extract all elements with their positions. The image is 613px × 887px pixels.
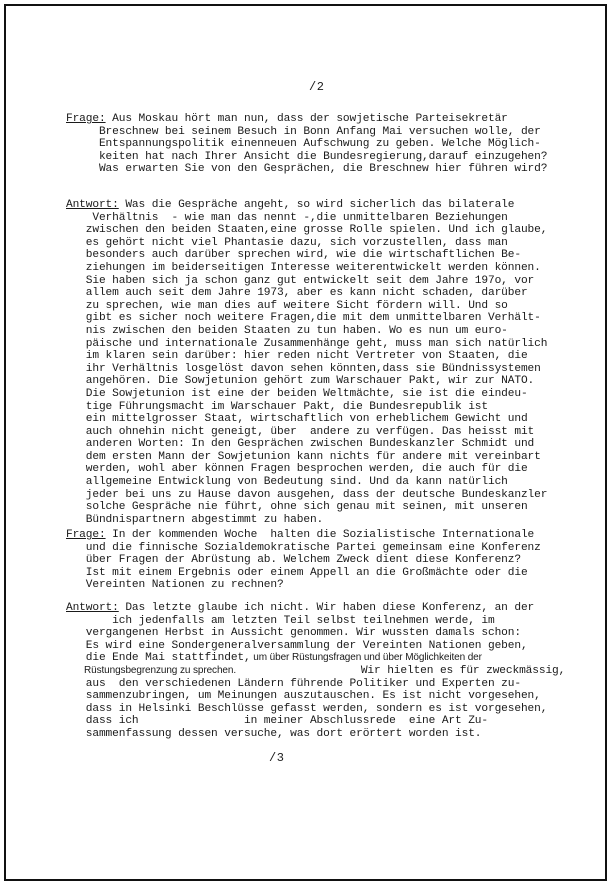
text-line: über Fragen der Abrüstung ab. Welchem Zweck dient diese Konferenz?	[66, 554, 521, 567]
text-line: ziehungen im beiderseitigen Interesse weiterentwickelt werden können.	[66, 261, 541, 274]
text-line: und die finnische Sozialdemokratische Partei gemeinsam eine Konferenz	[66, 541, 541, 554]
question-2-first-line: Frage: In der kommenden Woche halten die Sozialistische Internationale	[66, 529, 535, 541]
text-line: dass in Helsinki Beschlüsse gefasst werden, sondern es ist vorgesehen,	[66, 702, 548, 715]
answer-1	[66, 199, 586, 526]
text-line: anderen Worten: In den Gesprächen zwischen Bundeskanzler Schmidt und	[66, 438, 535, 451]
text-line: Breschnew bei seinem Besuch in Bonn Anfang Mai versuchen wolle, der	[66, 125, 541, 138]
handwritten-insertion-2: Rüstungsbegrenzung zu sprechen.	[84, 664, 237, 676]
text-line: sammenzubringen, um Meinungen auszutauschen. Es ist nicht vorgesehen,	[66, 690, 541, 703]
text-line: werden, wohl aber können Fragen besprochen werden, die auch für die	[66, 463, 528, 476]
question-1	[66, 113, 586, 176]
text-line: keiten hat nach Ihrer Ansicht die Bundesregierung,darauf einzugehen?	[66, 150, 548, 163]
text-line: besonders auch darüber sprechen wird, wie die wirtschaftlichen Be-	[66, 249, 521, 262]
handwritten-insertion: um über Rüstungsfragen und über Möglichkeiten der	[250, 652, 482, 664]
text-line: jeder bei uns zu Hause davon ausgehen, dass der deutsche Bundeskanzler	[66, 488, 548, 501]
question-1-label: Frage:	[66, 113, 106, 125]
answer-1-first-line: Antwort: Was die Gespräche angeht, so wird sicherlich das bilaterale	[66, 199, 515, 211]
text-line: allgemeine Entwicklung von Bedeutung sind. Und da kann natürlich	[66, 476, 508, 489]
text-line: gibt es sicher noch weitere Fragen,die mit dem unmittelbaren Verhält-	[66, 312, 541, 325]
text-line: zwischen den beiden Staaten,eine grosse Rolle spielen. Und ich glaube,	[66, 224, 548, 237]
question-2	[66, 529, 586, 592]
text-line: dem ersten Mann der Sowjetunion kann nichts für andere mit vereinbart	[66, 450, 541, 463]
text-line: Was erwarten Sie von den Gesprächen, die Breschnew hier führen wird?	[66, 163, 548, 176]
page-number-bottom: /3	[269, 751, 285, 765]
text-line: päische und internationale Zusammenhänge geht, muss man sich natürlich	[66, 337, 548, 350]
text-line: nis zwischen den beiden Staaten zu tun haben. Wo es nun um euro-	[66, 324, 508, 337]
text-line: ich jedenfalls am letzten Teil selbst teilnehmen werde, im	[66, 614, 495, 627]
text-line: angehören. Die Sowjetunion gehört zum Warschauer Pakt, wir zur NATO.	[66, 375, 535, 388]
text-line: dass ich in meiner Abschlussrede eine Art Zu-	[66, 715, 488, 728]
text-line: Es wird eine Sondergeneralversammlung der Vereinten Nationen geben,	[66, 639, 528, 652]
text-line: es gehört nicht viel Phantasie dazu, sich vorzustellen, dass man	[66, 236, 508, 249]
answer-2-continued-line: Wir hielten es für zweckmässig,	[196, 664, 566, 677]
text-line: Die Sowjetunion ist eine der beiden Weltmächte, sie ist die eindeu-	[66, 387, 528, 400]
text-line: Vereinten Nationen zu rechnen?	[66, 579, 284, 592]
text-line: Sie haben sich ja schon ganz gut entwickelt seit dem Jahre 197o, vor	[66, 274, 535, 287]
answer-2-first-line: Antwort: Das letzte glaube ich nicht. Wir haben diese Konferenz, an der	[66, 602, 535, 614]
text-line: im klaren sein darüber: hier reden nicht Vertreter von Staaten, die	[66, 350, 528, 363]
text-line: Entspannungspolitik einenneuen Aufschwung zu geben. Welche Möglich-	[66, 138, 541, 151]
answer-2	[66, 602, 586, 741]
text-line: sammenfassung dessen versuche, was dort erörtert worden ist.	[66, 727, 482, 740]
text-line: tige Führungsmacht im Warschauer Pakt, die Bundesrepublik ist	[66, 400, 488, 413]
text-line: allem auch seit dem Jahre 1973, aber es kann nicht schaden, darüber	[66, 287, 528, 300]
text-line: solche Gespräche nie führt, ohne sich genau mit seinen, mit unseren	[66, 501, 528, 514]
text-line: vergangenen Herbst in Aussicht genommen. Wir wussten damals schon:	[66, 627, 521, 640]
text-line: Bündnispartnern abgestimmt zu haben.	[66, 513, 324, 526]
text-line: Verhältnis - wie man das nennt -,die unmittelbaren Beziehungen	[66, 211, 508, 224]
text-line: aus den verschiedenen Ländern führende Politiker und Experten zu-	[66, 677, 521, 690]
text-line: auch ohnehin nicht geneigt, über andere zu verfügen. Das heisst mit	[66, 425, 535, 438]
answer-2-handwritten-line: die Ende Mai stattfindet, um über Rüstungsfragen und über Möglichkeiten der	[66, 652, 482, 665]
page-number-top: /2	[309, 80, 325, 94]
text-line: Ist mit einem Ergebnis oder einem Appell an die Großmächte oder die	[66, 566, 528, 579]
text-line: ihr Verhältnis losgelöst davon sehen könnten,dass sie Bündnissystemen	[66, 362, 541, 375]
question-2-label: Frage:	[66, 529, 106, 541]
text-line: ein mittelgrosser Staat, wirtschaftlich von erheblichem Gewicht und	[66, 413, 528, 426]
answer-2-label: Antwort:	[66, 602, 119, 614]
answer-1-label: Antwort:	[66, 199, 119, 211]
question-1-first-line: Frage: Aus Moskau hört man nun, dass der sowjetische Parteisekretär	[66, 113, 508, 125]
text-line: zu sprechen, wie man dies auf weitere Sicht fördern will. Und so	[66, 299, 508, 312]
